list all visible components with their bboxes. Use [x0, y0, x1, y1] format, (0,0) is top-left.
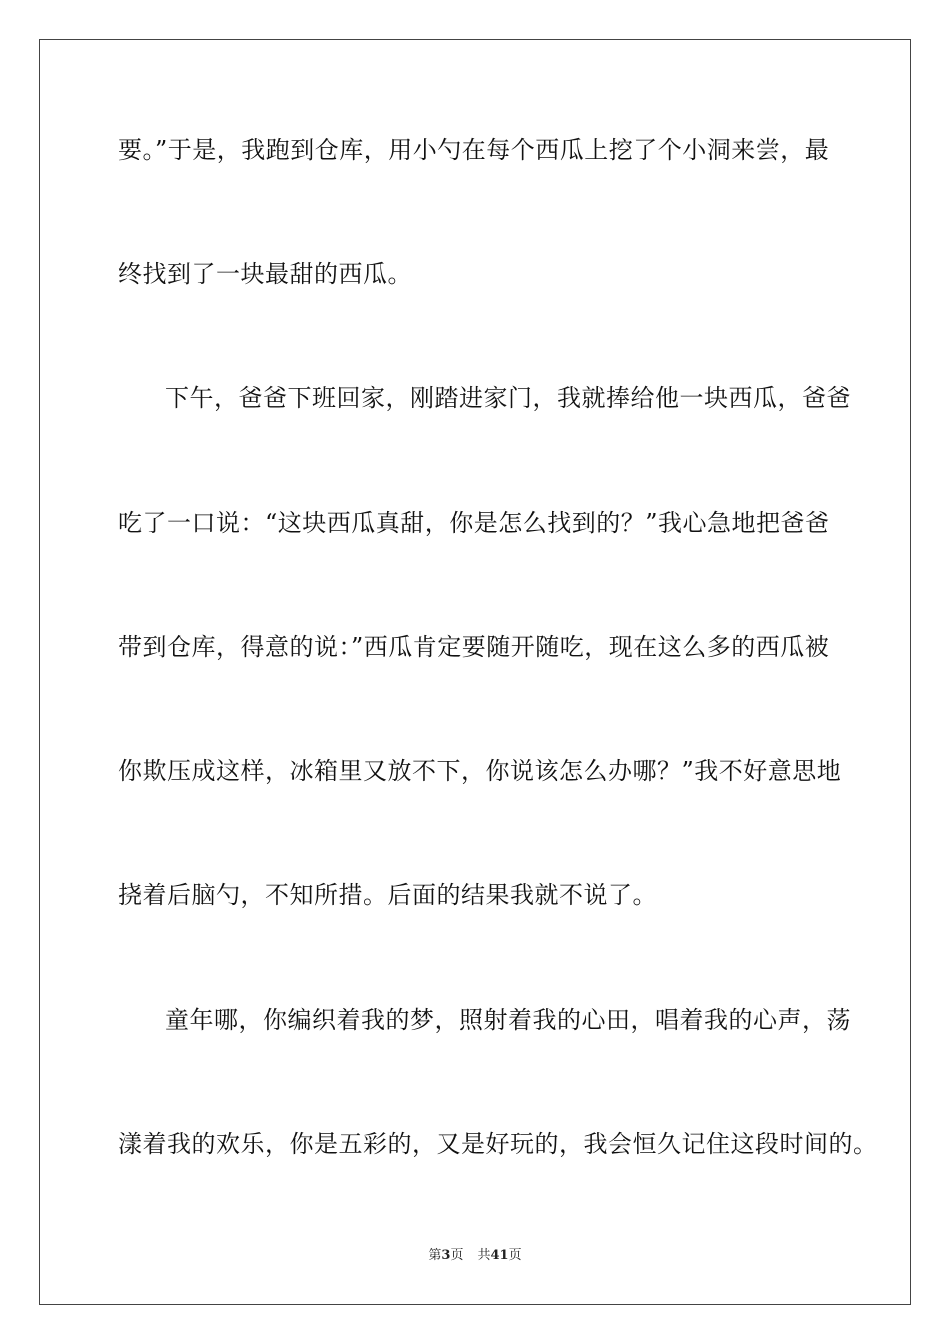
page-number: 3 [441, 1248, 451, 1263]
total-suffix: 页 [508, 1248, 522, 1263]
paragraph-line: 童年哪，你编织着我的梦，照射着我的心田，唱着我的心声，荡 [165, 1006, 851, 1034]
paragraph-line: 要。”于是，我跑到仓库，用小勺在每个西瓜上挖了个小洞来尝，最 [118, 136, 830, 164]
page-prefix: 第 [428, 1248, 442, 1263]
total-pages: 41 [490, 1248, 509, 1263]
paragraph-line: 你欺压成这样，冰箱里又放不下，你说该怎么办哪？”我不好意思地 [118, 757, 842, 785]
page-border [39, 39, 911, 1305]
total-prefix: 共 [477, 1248, 491, 1263]
paragraph-line: 终找到了一块最甜的西瓜。 [118, 260, 412, 288]
paragraph-line: 带到仓库，得意的说：”西瓜肯定要随开随吃，现在这么多的西瓜被 [118, 633, 830, 661]
paragraph-line: 挠着后脑勺，不知所措。后面的结果我就不说了。 [118, 881, 657, 909]
page-footer [0, 1248, 950, 1264]
page-suffix: 页 [450, 1248, 464, 1263]
paragraph-line: 吃了一口说：“这块西瓜真甜，你是怎么找到的？”我心急地把爸爸 [118, 509, 830, 537]
paragraph-line: 下午，爸爸下班回家，刚踏进家门，我就捧给他一块西瓜，爸爸 [165, 384, 851, 412]
paragraph-line: 漾着我的欢乐，你是五彩的，又是好玩的，我会恒久记住这段时间的。 [118, 1130, 878, 1158]
